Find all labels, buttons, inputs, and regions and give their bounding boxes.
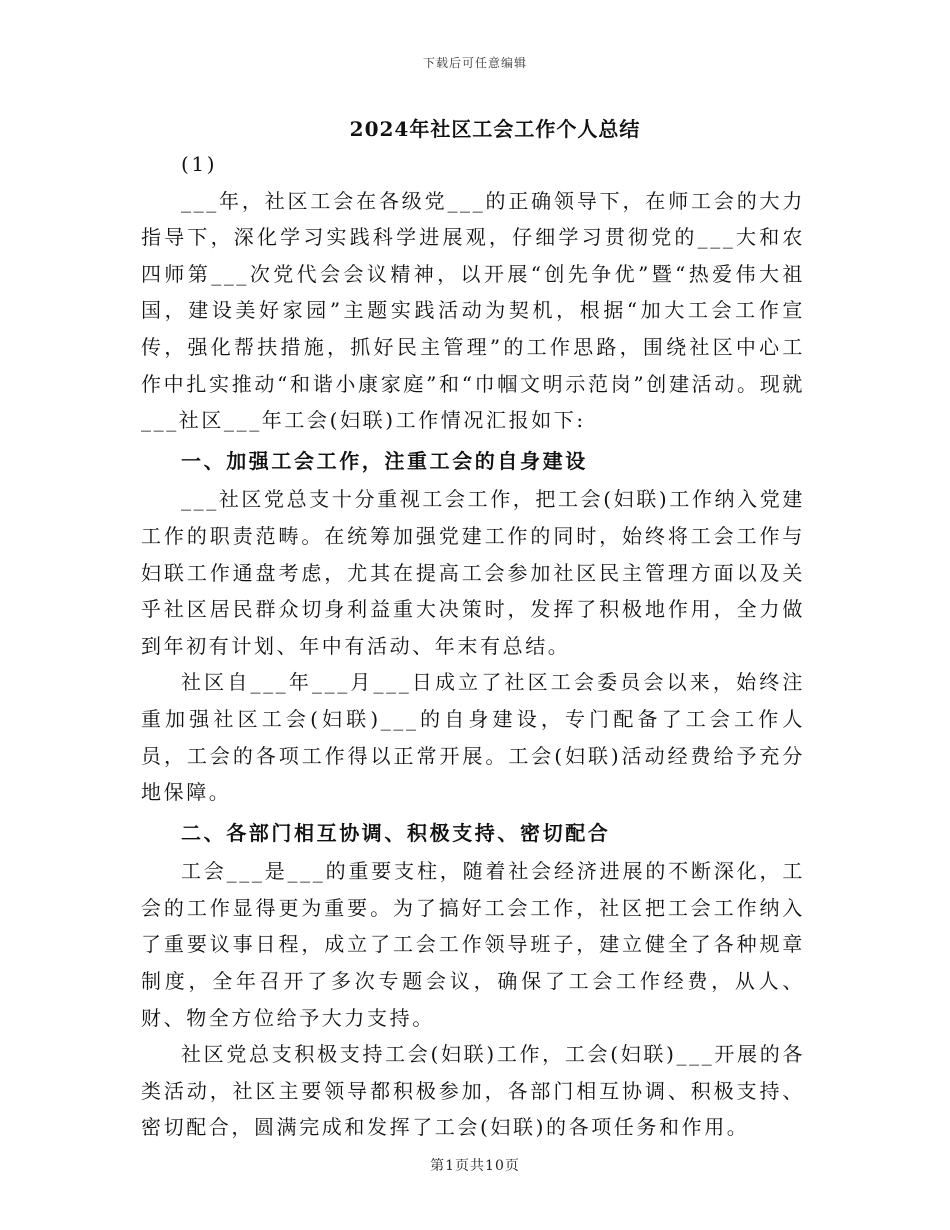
header-note: 下载后可任意编辑 xyxy=(422,56,527,70)
page-footer: 第1页共10页 xyxy=(430,1158,520,1174)
document-subtitle: (1) xyxy=(181,152,218,176)
document-body xyxy=(141,146,805,1146)
paragraph-section1-a: ___社区党总支十分重视工会工作，把工会(妇联)工作纳入党建工作的职责范畴。在统筹加强党建工作的同时，始终将工会工作与妇联工作通盘考虑，尤其在提高工会参加社区民主管理方面以及关乎社区居民群众切身利益重大决策时，发挥了积极地作用，全力做到年初有计划、年中有活动、年末有总结。 xyxy=(141,487,805,658)
paragraph-section1-b: 社区自___年___月___日成立了社区工会委员会以来，始终注重加强社区工会(妇联)___的自身建设，专门配备了工会工作人员，工会的各项工作得以正常开展。工会(妇联)活动经费给予充分地保障。 xyxy=(141,670,805,805)
paragraph-intro: ___年，社区工会在各级党___的正确领导下，在师工会的大力指导下，深化学习实践科学进展观，仔细学习贯彻党的___大和农四师第___次党代会会议精神，以开展“创先争优”暨“热爱伟大祖国，建设美好家园”主题实践活动为契机，根据“加大工会工作宣传，强化帮扶措施，抓好民主管理”的工作思路，围绕社区中心工作中扎实推动“和谐小康家庭”和“巾帼文明示范岗”创建活动。现就___社区___年工会(妇联)工作情况汇报如下: xyxy=(141,188,805,433)
section-heading-1: 一、加强工会工作，注重工会的自身建设 xyxy=(181,448,588,473)
paragraph-section2-a: 工会___是___的重要支柱，随着社会经济进展的不断深化，工会的工作显得更为重要。为了搞好工会工作，社区把工会工作纳入了重要议事日程，成立了工会工作领导班子，建立健全了各种规章制度，全年召开了多次专题会议，确保了工会工作经费，从人、财、物全方位给予大力支持。 xyxy=(141,859,805,1030)
document-title: 2024年社区工会工作个人总结 xyxy=(349,117,641,141)
section-heading-2: 二、各部门相互协调、积极支持、密切配合 xyxy=(181,820,611,845)
paragraph-section2-b: 社区党总支积极支持工会(妇联)工作，工会(妇联)___开展的各类活动，社区主要领导都积极参加，各部门相互协调、积极支持、密切配合，圆满完成和发挥了工会(妇联)的各项任务和作用。 xyxy=(141,1042,805,1140)
